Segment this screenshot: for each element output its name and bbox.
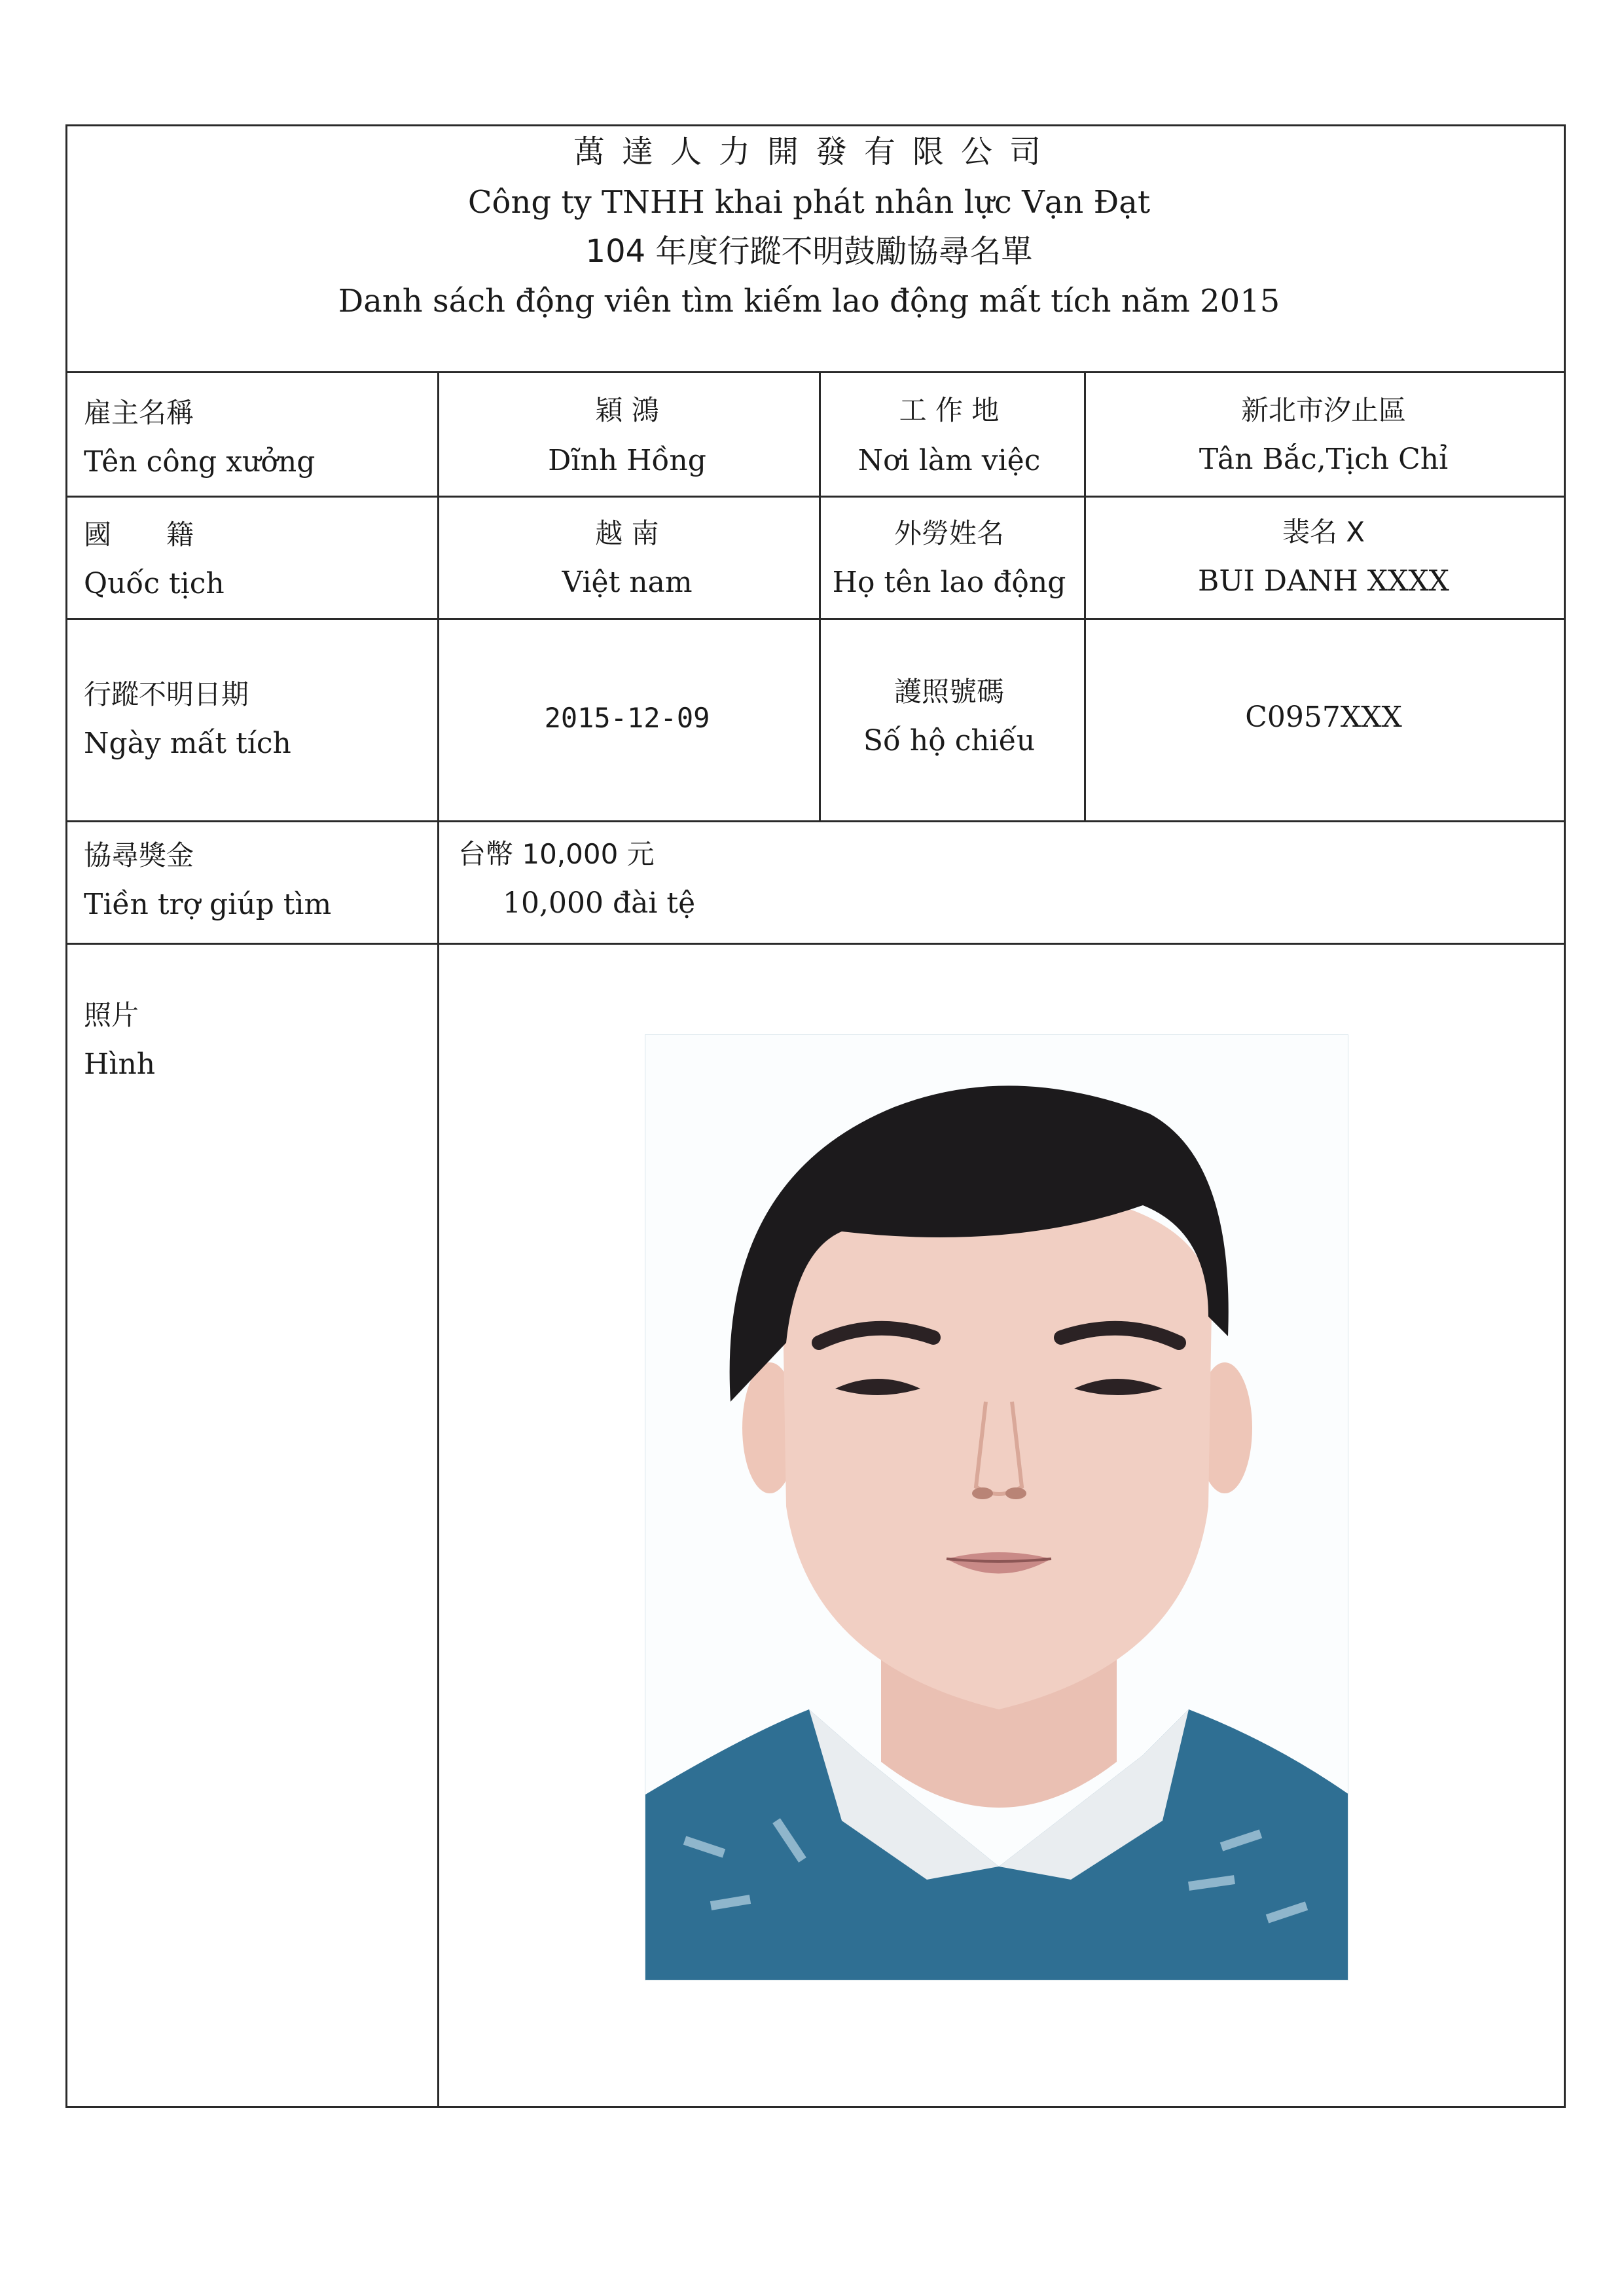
nationality-value-zh: 越 南 — [595, 517, 659, 549]
list-title-zh: 104 年度行蹤不明鼓勵協尋名單 — [585, 233, 1033, 270]
nationality-label-vi: Quốc tịch — [84, 567, 225, 600]
worker-photo — [645, 1034, 1348, 1980]
worker-name-label-vi: Họ tên lao động — [832, 566, 1066, 599]
column-divider — [819, 371, 821, 820]
row-divider — [65, 820, 1566, 822]
reward-label-vi: Tiền trợ giúp tìm — [84, 888, 332, 921]
column-divider — [437, 371, 439, 2108]
company-name-vi: Công ty TNHH khai phát nhân lực Vạn Đạt — [467, 184, 1151, 221]
row-divider — [65, 496, 1566, 498]
passport-label-vi: Số hộ chiếu — [863, 724, 1036, 757]
workplace-label-vi: Nơi làm việc — [857, 444, 1041, 477]
worker-name-value-vi: BUI DANH XXXX — [1198, 564, 1449, 598]
company-name-zh: 萬達人力開發有限公司 — [573, 134, 1058, 170]
workplace-label-zh: 工 作 地 — [899, 394, 1000, 426]
row-divider — [65, 371, 1566, 373]
nationality-value-vi: Việt nam — [562, 566, 693, 599]
missing-date-label-zh: 行蹤不明日期 — [84, 678, 249, 710]
employer-value-vi: Dĩnh Hồng — [548, 444, 706, 477]
passport-label-zh: 護照號碼 — [893, 676, 1005, 708]
portrait-illustration — [645, 1035, 1348, 1980]
missing-date-label-vi: Ngày mất tích — [84, 727, 291, 760]
row-divider — [65, 618, 1566, 620]
list-title-vi: Danh sách động viên tìm kiếm lao động mất tích năm 2015 — [338, 283, 1280, 319]
workplace-value-zh: 新北市汐止區 — [1240, 394, 1407, 426]
employer-label-vi: Tên công xưởng — [84, 445, 316, 479]
photo-label-zh: 照片 — [84, 999, 139, 1031]
workplace-value-vi: Tân Bắc,Tịch Chỉ — [1199, 443, 1449, 476]
reward-value-vi: 10,000 đài tệ — [503, 886, 696, 920]
column-divider — [1084, 371, 1086, 820]
photo-label-vi: Hình — [84, 1048, 156, 1081]
row-divider — [65, 943, 1566, 945]
worker-name-value-zh: 裴名 X — [1282, 516, 1365, 548]
employer-label-zh: 雇主名稱 — [84, 397, 194, 429]
reward-value-zh: 台幣 10,000 元 — [458, 838, 655, 870]
nationality-label-zh: 國 籍 — [84, 519, 194, 551]
employer-value-zh: 穎 鴻 — [595, 394, 659, 426]
reward-label-zh: 協尋獎金 — [84, 839, 194, 871]
worker-name-label-zh: 外勞姓名 — [893, 517, 1005, 549]
missing-date-value: 2015-12-09 — [544, 702, 710, 734]
passport-value: C0957XXX — [1245, 701, 1402, 734]
